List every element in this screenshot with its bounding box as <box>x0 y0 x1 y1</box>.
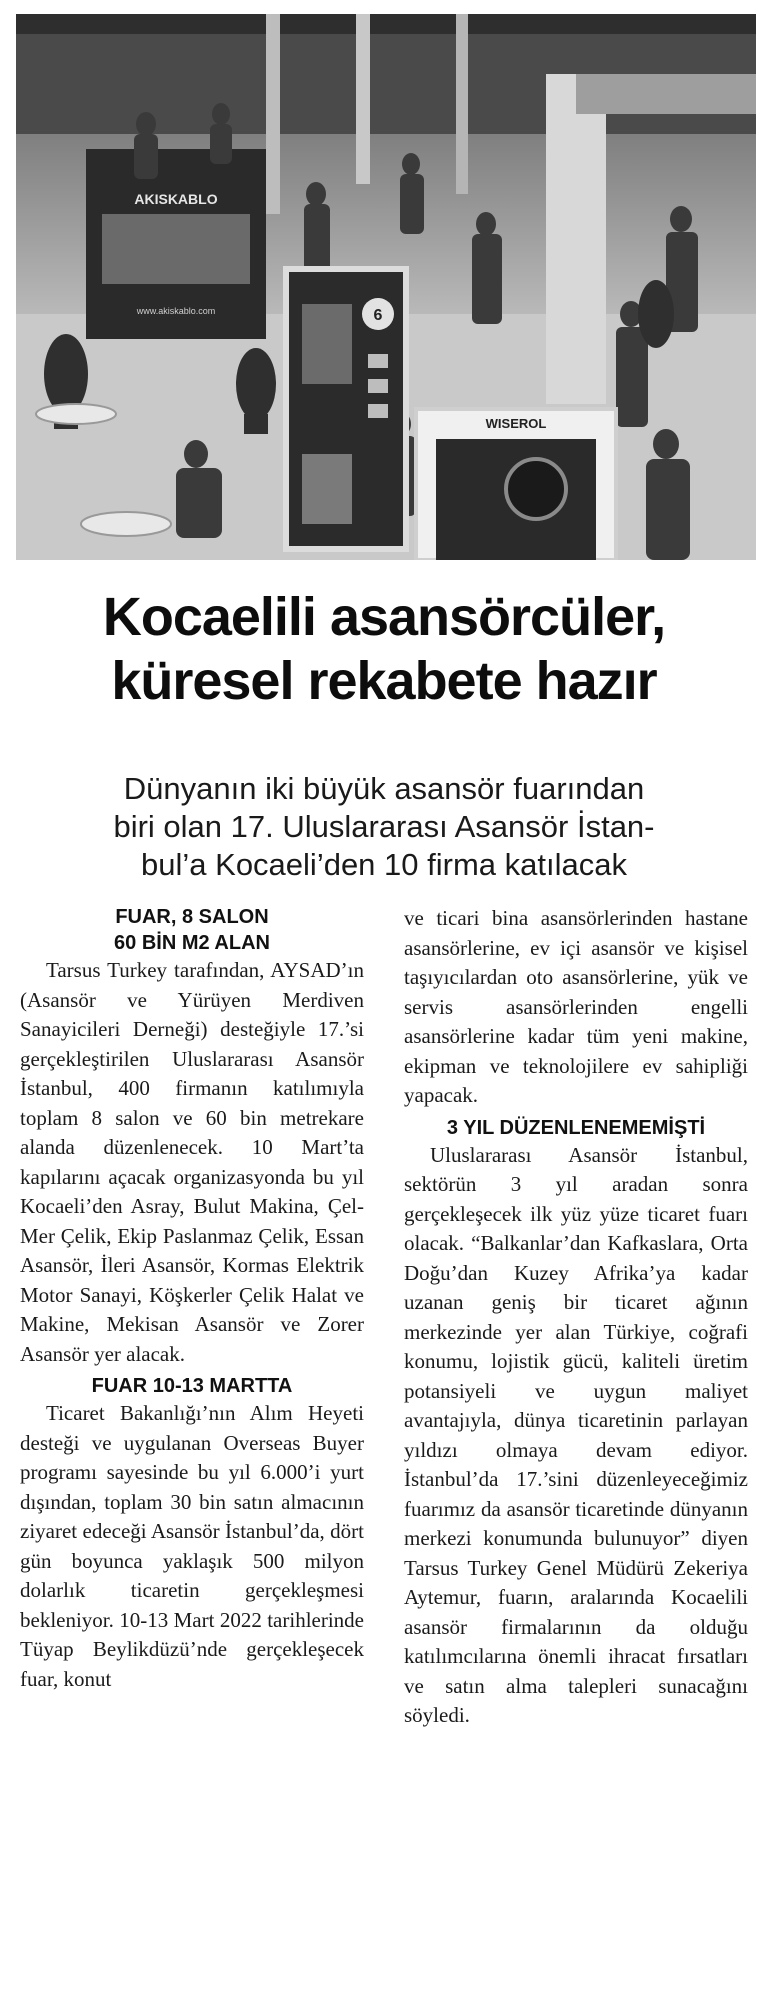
truss-pole <box>356 14 370 184</box>
body-paragraph-2: Ticaret Bakanlığı’nın Alım Heyeti desteği ve uygulanan Overseas Buyer programı sayesinde bu yıl 6.000’i yurt dışından, toplam 30 bin satın almacının ziyaret edeceği Asansör İstanbul’da, dört gün boyunca yaklaşık 500 milyon dolarlık ticaretin gerçekleşmesi bekleniyor. 10-13 Mart 2022 tarihlerinde Tüyap Beylikdüzü’nde gerçekleşecek fuar, konut <box>20 1401 364 1691</box>
deck-line-3: bul’a Kocaeli’den 10 firma katılacak <box>141 847 627 882</box>
body-paragraph-4: Uluslararası Asansör İstanbul, sektörün 3 yıl aradan sonra gerçekleşecek ilk yüz yüze ticaret fuarı olacak. “Balkanlar’dan Kafkaslara, Orta Doğu’dan Kuzey Afrika’ya kadar uzanan geniş bir ticaret ağının merkezinde yer alan Türkiye, coğrafi konumu, lojistik gücü, kaliteli üretim potansiyeli ve uygun maliyet avantajıyla, dünya ticaretinin parlayan yıldızı olmaya devam ediyor. İstanbul’da 17.’sini düzenleyeceğimiz fuarımız da asansör ticaretinde dünyanın merkezi konumunda bulunuyor” diyen Tarsus Turkey Genel Müdürü Zekeriya Aytemur, fuarın, aralarında Kocaelili asansör firmalarının da olduğu katılımcılarına önemli ihracat fırsatları ve satın alma talepleri sunacağını söyledi. <box>404 1142 748 1727</box>
column <box>546 74 606 404</box>
panel-display-text: 6 <box>373 307 383 324</box>
booth-sign-text: AKISKABLO <box>134 191 218 207</box>
deck <box>24 770 744 884</box>
subhead-fuar-salon <box>20 904 364 956</box>
subhead-3-yil: 3 YIL DÜZENLENEMEMİŞTİ <box>446 1116 706 1139</box>
exhibition-scene <box>16 14 756 560</box>
body-paragraph-1: Tarsus Turkey tarafından, AYSAD’ın (Asansör ve Yürüyen Merdiven Sanayicileri Derneği) desteğiyle 17.’si gerçekleştirilen Uluslararası Asansör İstanbul, 400 firmanın katılımıyla toplam 8 salon ve 60 bin metrekare alanda düzenlenecek. 10 Mart’ta kapılarını açacak organizasyonda bu yıl Kocaeli’den Asray, Bulut Makina, Çel-Mer Çelik, Ekip Paslanmaz Çelik, Essan Asansör, İleri Asansör, Kormas Elektrik Motor Sanayi, Köşkerler Çelik Halat ve Makine, Mekisan Asansör ve Zorer Asansör yer alacak. <box>20 958 364 1366</box>
subhead-fuar-dates: FUAR 10-13 MARTTA <box>91 1375 293 1397</box>
exhibition-photo <box>16 14 756 560</box>
body-paragraph-3: ve ticari bina asansörlerinden hastane asansörlerine, ev içi asansör ve kişisel taşıyıcılardan oto asansörlerine, yük ve servis asansörlerinden engelli asansörlerine kadar tüm yeni makine, ekipman ve teknolojilere ev sahipliği yapacak. <box>404 906 748 1107</box>
subhead-line-1: FUAR, 8 SALON <box>115 906 269 928</box>
subhead-line-2: 60 BİN M2 ALAN <box>114 932 270 954</box>
truss-pole <box>266 14 280 214</box>
left-column <box>20 904 364 1694</box>
booth-url-text: www.akiskablo.com <box>136 306 216 316</box>
truss-pole <box>456 14 468 194</box>
panel-brand-text: WISEROL <box>485 416 547 431</box>
deck-line-2: biri olan 17. Uluslararası Asansör İstan- <box>113 809 655 844</box>
right-column <box>404 904 748 1731</box>
headline-line-1: Kocaelili asansörcüler, <box>102 587 666 647</box>
headline-line-2: küresel rekabete hazır <box>111 651 657 711</box>
headline <box>0 585 768 713</box>
deck-line-1: Dünyanın iki büyük asansör fuarından <box>123 771 645 806</box>
